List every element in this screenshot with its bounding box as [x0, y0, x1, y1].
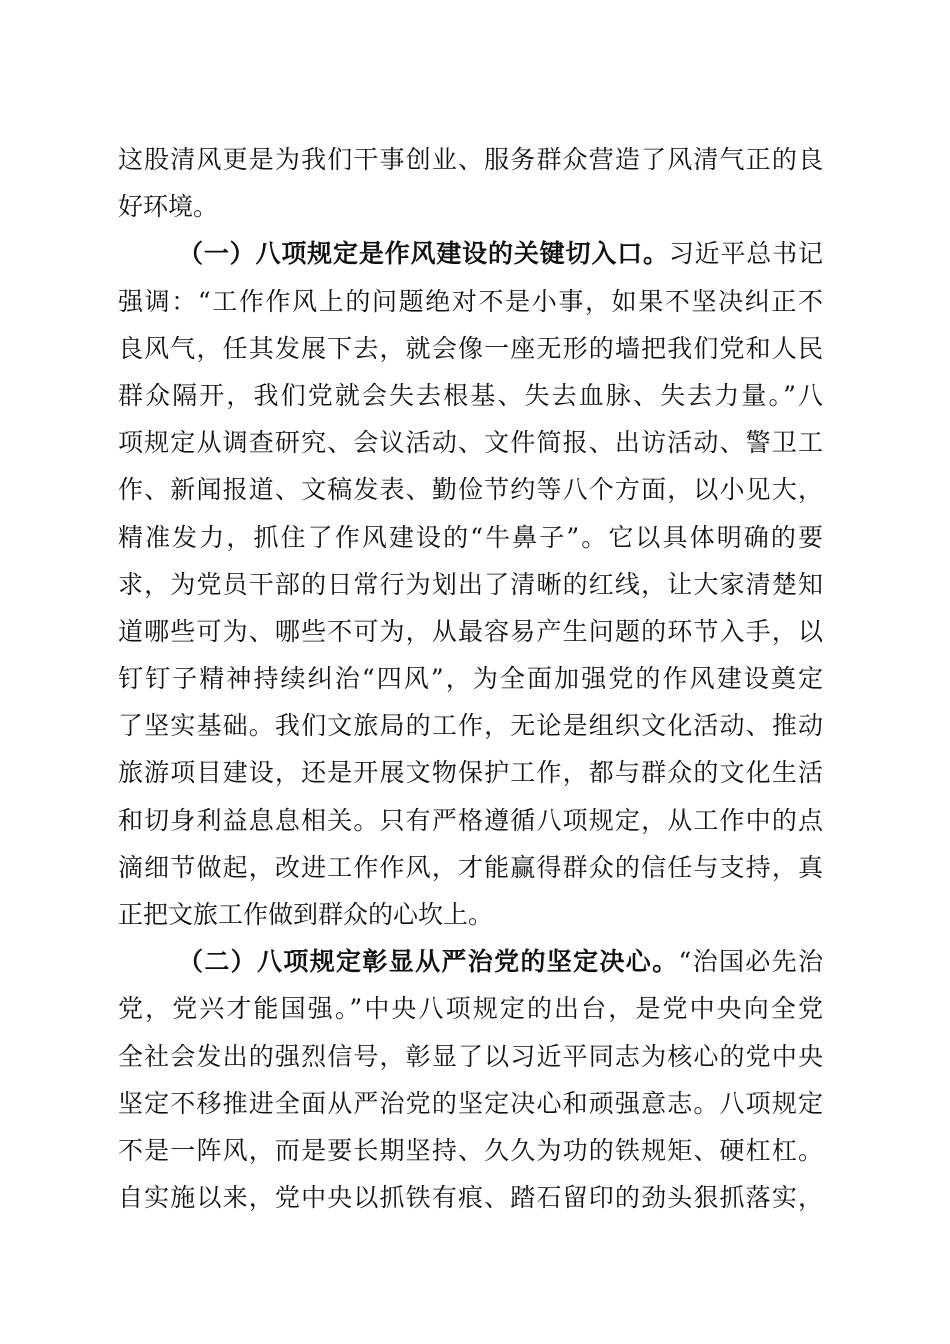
- text-line: [118, 1033, 823, 1080]
- line-text: 全社会发出的强烈信号，彰显了以习近平同志为核心的党中央: [118, 1041, 823, 1071]
- text-line: [118, 844, 823, 891]
- line-text: 项规定从调查研究、会议活动、文件简报、出访活动、警卫工: [118, 428, 823, 458]
- text-line: [118, 985, 823, 1032]
- line-text: 精准发力，抓住了作风建设的“牛鼻子”。它以具体明确的要: [118, 522, 823, 552]
- line-text: 良风气，任其发展下去，就会像一座无形的墙把我们党和人民: [118, 333, 823, 363]
- line-text: 钉钉子精神持续纠治“四风”，为全面加强党的作风建设奠定: [118, 664, 823, 694]
- line-text: 不是一阵风，而是要长期坚持、久久为功的铁规矩、硬杠杠。: [118, 1135, 823, 1165]
- line-text: 求，为党员干部的日常行为划出了清晰的红线，让大家清楚知: [118, 569, 823, 599]
- line-text: 旅游项目建设，还是开展文物保护工作，都与群众的文化生活: [118, 758, 823, 788]
- line-text: 习近平总书记: [668, 239, 823, 269]
- line-text: 这股清风更是为我们干事创业、服务群众营造了风清气正的良: [118, 145, 823, 174]
- line-text: 党，党兴才能国强。”中央八项规定的出台，是党中央向全党: [118, 994, 823, 1024]
- section-heading-line: [118, 230, 823, 277]
- text-line: [118, 608, 823, 655]
- line-text: 强调：“工作作风上的问题绝对不是小事，如果不坚决纠正不: [118, 286, 823, 316]
- text-line: [118, 136, 823, 183]
- text-line: [118, 419, 823, 466]
- text-line: [118, 278, 823, 325]
- line-text: 滴细节做起，改进工作作风，才能赢得群众的信任与支持，真: [118, 852, 823, 882]
- text-line: [118, 891, 823, 938]
- text-line: [118, 1174, 823, 1221]
- text-line: [118, 514, 823, 561]
- line-text: 正把文旅工作做到群众的心坎上。: [118, 900, 494, 929]
- line-text: 了坚实基础。我们文旅局的工作，无论是组织文化活动、推动: [118, 711, 823, 741]
- line-text: 好环境。: [118, 192, 219, 222]
- text-line: [118, 749, 823, 796]
- text-line: [118, 183, 823, 230]
- line-text: 道哪些可为、哪些不可为，从最容易产生问题的环节入手，以: [118, 616, 823, 646]
- section-heading: （一）八项规定是作风建设的关键切入口。: [178, 239, 669, 269]
- text-line: [118, 372, 823, 419]
- line-text: 自实施以来，党中央以抓铁有痕、踏石留印的劲头狠抓落实，: [118, 1183, 823, 1213]
- text-line: [118, 466, 823, 513]
- text-line: [118, 655, 823, 702]
- body-text: [118, 136, 823, 1221]
- line-text: 和切身利益息息相关。只有严格遵循八项规定，从工作中的点: [118, 805, 823, 835]
- text-line: [118, 1127, 823, 1174]
- text-line: [118, 561, 823, 608]
- section-heading-line: [118, 938, 823, 985]
- line-text: 坚定不移推进全面从严治党的坚定决心和顽强意志。八项规定: [118, 1088, 823, 1118]
- line-text: 作、新闻报道、文稿发表、勤俭节约等八个方面，以小见大，: [118, 475, 823, 505]
- section-heading: （二）八项规定彰显从严治党的坚定决心。: [178, 947, 679, 977]
- text-line: [118, 797, 823, 844]
- line-text: “治国必先治: [678, 947, 823, 977]
- text-line: [118, 702, 823, 749]
- text-line: [118, 325, 823, 372]
- line-text: 群众隔开，我们党就会失去根基、失去血脉、失去力量。”八: [118, 380, 823, 410]
- text-line: [118, 1080, 823, 1127]
